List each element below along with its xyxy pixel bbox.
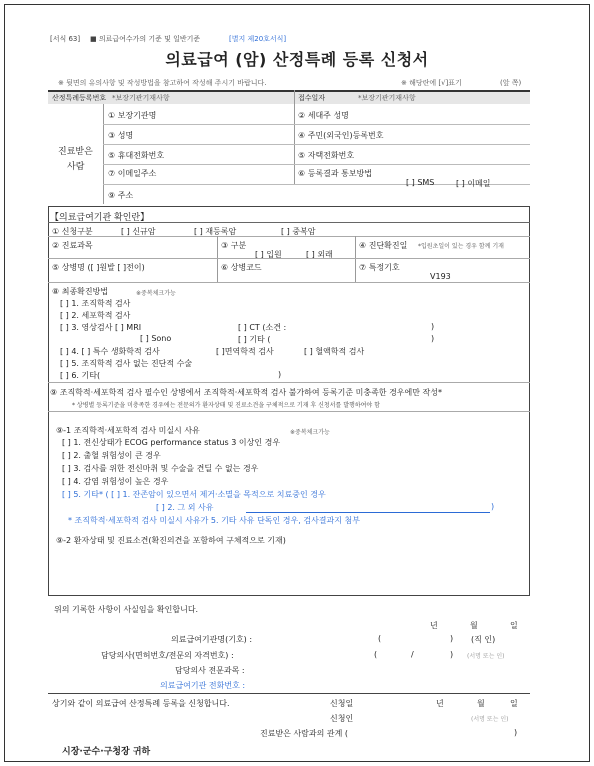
reason-infection-checkbox[interactable]: [ ] 4. 감염 위험성이 높은 경우 bbox=[62, 477, 169, 486]
method-imaging-etc-checkbox[interactable]: [ ] 기타 ( bbox=[238, 335, 271, 344]
method-imaging-mri-checkbox[interactable]: [ ] 3. 영상검사 [ ] MRI bbox=[60, 323, 142, 332]
patient-row-line bbox=[103, 164, 530, 165]
multiple-cancer-checkbox[interactable]: [ ] 중복암 bbox=[281, 227, 316, 236]
dept-field[interactable]: ② 진료과목 bbox=[52, 241, 93, 250]
institution-phone-label: 의료급여기관 전화번호 : bbox=[160, 681, 246, 690]
patient-row-line bbox=[103, 144, 530, 145]
addressee: 시장·군수·구청장 귀하 bbox=[62, 747, 151, 757]
householder-name-field[interactable]: ② 세대주 성명 bbox=[298, 111, 349, 120]
confirm-bottom-rule bbox=[48, 693, 530, 694]
method-other-checkbox[interactable]: [ ] 6. 기타( bbox=[60, 371, 101, 380]
confirm-day: 일 bbox=[510, 621, 518, 630]
disease-name-field[interactable]: ⑤ 상병명 ([ ]원발 [ ]전이) bbox=[52, 263, 145, 272]
reason-sub1-heading: ⑨-1 조직학적·세포학적 검사 미실시 사유 bbox=[56, 426, 200, 435]
reason-anesthesia-checkbox[interactable]: [ ] 3. 검사를 위한 전신마취 및 수술을 견딜 수 없는 경우 bbox=[62, 464, 259, 473]
email-field[interactable]: ⑦ 이메일주소 bbox=[108, 169, 157, 178]
confirm-month: 월 bbox=[470, 621, 478, 630]
reg-no-note: *보장기관기재사항 bbox=[112, 94, 170, 102]
inst-paren-open: ( bbox=[378, 634, 382, 643]
institution-heading: 【의료급여기관 확인란】 bbox=[50, 213, 150, 223]
patient-divider bbox=[103, 104, 104, 204]
reason-ecog-checkbox[interactable]: [ ] 1. 전신상태가 ECOG performance status 3 이상인 경우 bbox=[62, 438, 281, 447]
reason-heading: ⑨ 조직학적·세포학적 검사 필수인 상병에서 조직학적·세포학적 검사 불가하여 등록기준 미충족한 경우에만 작성* bbox=[50, 388, 442, 397]
notify-method-field: ⑥ 등록결과 통보방법 bbox=[298, 169, 373, 178]
special-sign-value: V193 bbox=[430, 272, 451, 281]
institution-name-code-label: 의료급여기관명(기호) : bbox=[171, 635, 253, 644]
confirm-text: 위의 기록한 사항이 사실임을 확인합니다. bbox=[54, 605, 199, 614]
address-field[interactable]: ⑨ 주소 bbox=[108, 191, 134, 200]
official-seal: (직 인) bbox=[471, 635, 496, 644]
top-rule bbox=[48, 90, 530, 92]
inpatient-checkbox[interactable]: [ ] 입원 bbox=[255, 250, 282, 259]
email-checkbox[interactable]: [ ] 이메일 bbox=[456, 179, 491, 188]
reason-bleeding-checkbox[interactable]: [ ] 2. 출혈 위험성이 큰 경우 bbox=[62, 451, 161, 460]
method-heading: ⑧ 최종확진방법 bbox=[52, 287, 109, 296]
sms-checkbox[interactable]: [ ] SMS bbox=[406, 178, 435, 187]
apply-type-label: ① 신청구분 bbox=[52, 227, 93, 236]
patient-row-line bbox=[103, 124, 530, 125]
method-note: ※중복체크가능 bbox=[136, 290, 176, 297]
inst-row-line bbox=[48, 382, 530, 383]
method-histology-checkbox[interactable]: [ ] 1. 조직학적 검사 bbox=[60, 299, 131, 308]
new-cancer-checkbox[interactable]: [ ] 신규암 bbox=[121, 227, 156, 236]
home-phone-field[interactable]: ⑤ 자택전화번호 bbox=[298, 151, 355, 160]
institution-name-field[interactable]: ① 보장기관명 bbox=[108, 111, 157, 120]
diagnosis-date-field[interactable]: ④ 진단확진일 bbox=[359, 241, 408, 250]
reason-attach-note: * 조직학적·세포학적 검사 미실시 사유가 5. 기타 사유 단독인 경우, 검사결과지 첨부 bbox=[68, 516, 360, 525]
name-field[interactable]: ③ 성명 bbox=[108, 131, 134, 140]
diagnosis-date-note: *입원초일이 있는 경우 함께 기재 bbox=[418, 243, 504, 250]
relation-close: ) bbox=[514, 728, 518, 737]
form-reference: ■ 의료급여수가의 기준 및 일반기준 bbox=[90, 35, 201, 43]
form-subtitle: [별지 제20호서식] bbox=[229, 35, 287, 43]
inst-paren-close: ) bbox=[450, 634, 454, 643]
application-statement: 상기와 같이 의료급여 산정특례 등록을 신청합니다. bbox=[52, 699, 230, 708]
doctor-paren-close: ) bbox=[450, 650, 454, 659]
applicant-sign[interactable]: (서명 또는 인) bbox=[471, 716, 509, 723]
reason-sub1-note: ※중복체크가능 bbox=[290, 429, 330, 436]
inst-row-line bbox=[48, 411, 530, 412]
notice-text: ※ 뒷면의 유의사항 및 작성방법을 참고하여 작성해 주시기 바랍니다. bbox=[58, 79, 267, 87]
inst-col-divider-2 bbox=[355, 236, 356, 282]
inst-row-line bbox=[48, 236, 530, 237]
applicant-label: 신청인 bbox=[330, 714, 354, 723]
reason-other-2-checkbox[interactable]: [ ] 2. 그 외 사유 bbox=[156, 503, 214, 512]
apply-year: 년 bbox=[436, 699, 444, 708]
apply-month: 월 bbox=[477, 699, 485, 708]
reason-other-close: ) bbox=[491, 502, 495, 511]
mobile-phone-field[interactable]: ⑤ 휴대전화번호 bbox=[108, 151, 165, 160]
patient-section-label: 진료받은 bbox=[58, 147, 93, 157]
method-ct-close: ) bbox=[431, 322, 435, 331]
relation-label: 진료받은 사람과의 관계 ( bbox=[260, 729, 349, 738]
reason-other-underline[interactable] bbox=[246, 512, 490, 513]
disease-code-field[interactable]: ⑥ 상병코드 bbox=[221, 263, 262, 272]
reason-other-checkbox[interactable]: [ ] 5. 기타* ( [ ] 1. 잔존암이 있으면서 제거·소멸을 목적으로 치료중인 경우 bbox=[62, 490, 326, 499]
check-instruction: ※ 해당란에 [√]표기 bbox=[401, 79, 462, 87]
confirm-year: 년 bbox=[430, 621, 438, 630]
method-cytology-checkbox[interactable]: [ ] 2. 세포학적 검사 bbox=[60, 311, 131, 320]
reason-note: * 상병별 등록기준을 미충족한 경우에는 전문의가 환자상태 및 진료소견을 구체적으로 기재 후 신청서를 발행하여야 함 bbox=[72, 402, 380, 409]
doctor-license-label: 담당의사(면허번호/전문의 자격번호) : bbox=[101, 651, 234, 660]
reg-no-label: 산정특례등록번호 bbox=[52, 94, 107, 102]
special-sign-label: ⑦ 특정기호 bbox=[359, 263, 400, 272]
doctor-paren-open: ( bbox=[374, 650, 378, 659]
form-number: [서식 63] bbox=[50, 35, 81, 43]
method-surgery-checkbox[interactable]: [ ] 5. 조직학적 검사 없는 진단적 수술 bbox=[60, 359, 193, 368]
method-etc-close: ) bbox=[431, 334, 435, 343]
division-label: ③ 구분 bbox=[221, 241, 247, 250]
inst-row-line bbox=[48, 258, 530, 259]
inst-col-divider bbox=[217, 236, 218, 282]
method-sono-checkbox[interactable]: [ ] Sono bbox=[140, 334, 172, 343]
patient-section-label-2: 사람 bbox=[67, 162, 85, 172]
method-immuno-checkbox[interactable]: [ ]면역학적 검사 bbox=[216, 347, 274, 356]
page-side: (앞 쪽) bbox=[500, 79, 522, 87]
apply-date-label: 신청일 bbox=[330, 699, 354, 708]
resident-number-field[interactable]: ④ 주민(외국인)등록번호 bbox=[298, 131, 384, 140]
doctor-specialty-label: 담당의사 전문과목 : bbox=[175, 666, 245, 675]
receipt-date-label: 접수일자 bbox=[298, 94, 326, 102]
method-ct-checkbox[interactable]: [ ] CT (소견 : bbox=[238, 323, 287, 332]
bar-divider bbox=[294, 90, 295, 104]
doctor-slash: / bbox=[411, 650, 414, 659]
page-title: 의료급여 (암) 산정특례 등록 신청서 bbox=[165, 50, 429, 69]
doctor-sign[interactable]: (서명 또는 인) bbox=[467, 653, 505, 660]
reregistration-checkbox[interactable]: [ ] 재등록암 bbox=[194, 227, 237, 236]
method-blood-checkbox[interactable]: [ ] 혈액학적 검사 bbox=[304, 347, 365, 356]
inst-row-line bbox=[48, 282, 530, 283]
apply-day: 일 bbox=[510, 699, 518, 708]
receipt-date-note: *보장기관기재사항 bbox=[358, 94, 416, 102]
inst-row-line bbox=[48, 222, 530, 223]
reason-sub2-heading: ⑨-2 환자상태 및 진료소견(확진의견을 포함하여 구체적으로 기재) bbox=[56, 536, 286, 545]
method-other-close: ) bbox=[278, 370, 282, 379]
outpatient-checkbox[interactable]: [ ] 외래 bbox=[306, 250, 333, 259]
method-biochem-checkbox[interactable]: [ ] 4. [ ] 특수 생화학적 검사 bbox=[60, 347, 160, 356]
